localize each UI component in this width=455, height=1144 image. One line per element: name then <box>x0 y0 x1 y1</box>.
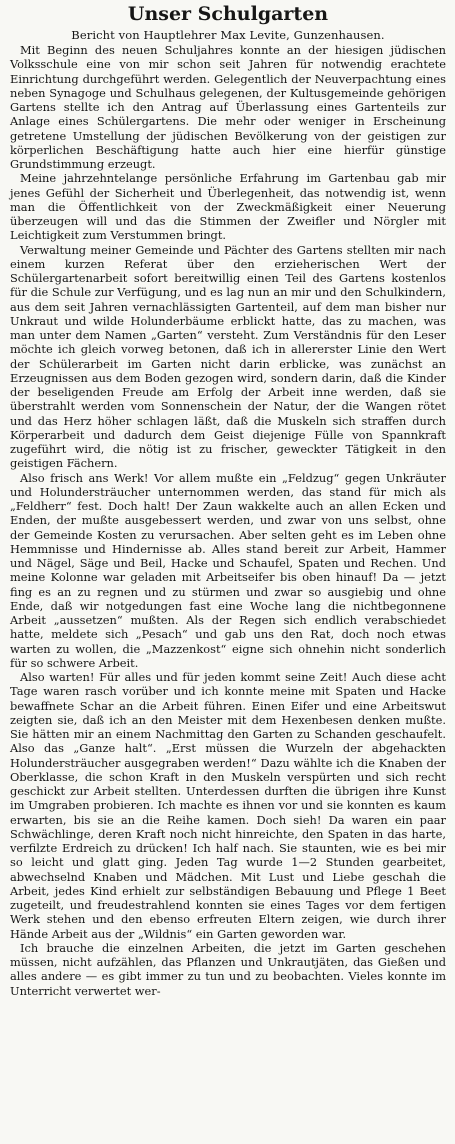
paragraph-3: Verwaltung meiner Gemeinde und Pächter des Gartens stellten mir nach einem kurzen Referat über den erzieherischen Wert der Schülergartenarbeit sofort bereitwillig einen Teil des Gartens kostenlos für die Schule zur Verfügung, und es lag nun an mir und den Schulkindern, aus dem seit Jahren vernachlässigten Gartenteil, auf dem man bisher nur Unkraut und wilde Holunderbäume erblickt hatte, das zu machen, was man unter dem Namen „Garten“ versteht. Zum Verständnis für den Leser möchte ich gleich vorweg betonen, daß ich in allererster Linie den Wert der Schülerarbeit im Garten nicht darin erblicke, was zunächst an Erzeugnissen aus dem Boden gezogen wird, sondern darin, daß die Kinder der beseligenden Freude am Erfolg der Arbeit inne werden, daß sie überstrahlt werden vom Sonnenschein der Natur, der die Wangen rötet und das Herz höher schlagen läßt, daß die Muskeln sich straffen durch Körperarbeit und dadurch dem Geist diejenige Fülle von Spannkraft zugeführt wird, die nötig ist zu frischer, geweckter Tätigkeit in den geistigen Fächern. <box>10 242 447 471</box>
article-title: Unser Schulgarten <box>127 3 329 25</box>
paragraph-5: Also warten! Für alles und für jeden kommt seine Zeit! Auch diese acht Tage waren rasch vorüber und ich konnte meine mit Spaten und Hacke bewaffnete Schar an die Arbeit führen. Einen Eifer und eine Arbeitswut zeigten sie, daß ich an den Meister mit dem Hexenbesen denken mußte. Sie hätten mir an einem Nachmittag den Garten zu Schanden geschaufelt. Also das „Ganze halt“. „Erst müssen die Wurzeln der abgehackten Holundersträucher ausgegraben werden!“ Dazu wählte ich die Knaben der Oberklasse, die schon Kraft in den Muskeln verspürten und sich recht geschickt zur Arbeit stellten. Unterdessen durften die übrigen ihre Kunst im Umgraben probieren. Ich machte es ihnen vor und sie konnten es kaum erwarten, bis sie an die Reihe kamen. Doch sieh! Da waren ein paar Schwächlinge, deren Kraft noch nicht hinreichte, den Spaten in das harte, verfilzte Erdreich zu drücken! Ich half nach. Sie staunten, wie es bei mir so leicht und glatt ging. Jeden Tag wurde 1—2 Stunden gearbeitet, abwechselnd Knaben und Mädchen. Mit Lust und Liebe geschah die Arbeit, jedes Kind erhielt zur selbständigen Bebauung und Pflege 1 Beet zugeteilt, und freudestrahlend konnten sie eines Tages vor dem fertigen Werk stehen und den ebenso erfreuten Eltern zeigen, wie durch ihrer Hände Arbeit aus der „Wildnis“ ein Garten geworden war. <box>10 670 446 941</box>
paragraph-4: Also frisch ans Werk! Vor allem mußte ein „Feldzug“ gegen Unkräuter und Holundersträucher unternommen werden, das stand für mich als „Feldherr“ fest. Doch halt! Der Zaun wakkelte auch an allen Ecken und Enden, der mußte ausgebessert werden, und zwar von uns selbst, ohne der Gemeinde Kosten zu verursachen. Aber selten geht es im Leben ohne Hemmnisse und Hindernisse ab. Alles stand bereit zur Arbeit, Hammer und Nägel, Säge und Beil, Hacke und Schaufel, Spaten und Rechen. Und meine Kolonne war geladen mit Arbeitseifer bis oben hinauf! Da — jetzt fing es an zu regnen und zu stürmen und zwar so ausgiebig und ohne Ende, daß wir notgedungen fast eine Woche lang die nichtbegonnene Arbeit „aussetzen“ mußten. Als der Regen sich endlich verabschiedet hatte, meldete sich „Pesach“ und gab uns den Rat, doch noch etwas warten zu wollen, die „Mazzenkost“ eigne sich ohnehin nicht sonderlich für so schwere Arbeit. <box>10 470 446 670</box>
article-byline: Bericht von Hauptlehrer Max Levite, Gunzenhausen. <box>71 28 385 42</box>
paragraph-6: Ich brauche die einzelnen Arbeiten, die jetzt im Garten geschehen müssen, nicht aufzählen, das Pflanzen und Unkrautjäten, das Gießen und alles andere — es gibt immer zu tun und zu beobachten. Vieles konnte im Unterricht verwertet wer- <box>10 940 446 998</box>
paragraph-2: Meine jahrzehntelange persönliche Erfahrung im Gartenbau gab mir jenes Gefühl der Sicherheit und Überlegenheit, das notwendig ist, wenn man die Öffentlichkeit von der Zweckmäßigkeit einer Neuerung überzeugen will und das die Stimmen der Zweifler und Nörgler mit Leichtigkeit zum Verstummen bringt. <box>10 171 446 243</box>
paragraph-1: Mit Beginn des neuen Schuljahres konnte an der hiesigen jüdischen Volksschule eine von mir schon seit Jahren für notwendig erachtete Einrichtung durchgeführt werden. Gelegentlich der Neuverpachtung eines neben Synagoge und Schulhaus gelegenen, der Kultusgemeinde gehörigen Gartens stellte ich den Antrag auf Überlassung eines Gartenteils zur Anlage eines Schülergartens. Die mehr oder weniger in Erscheinung getretene Umstellung der jüdischen Bevölkerung von der geistigen zur körperlichen Beschäftigung hatte auch hier eine hierfür günstige Grundstimmung erzeugt. <box>10 43 446 171</box>
